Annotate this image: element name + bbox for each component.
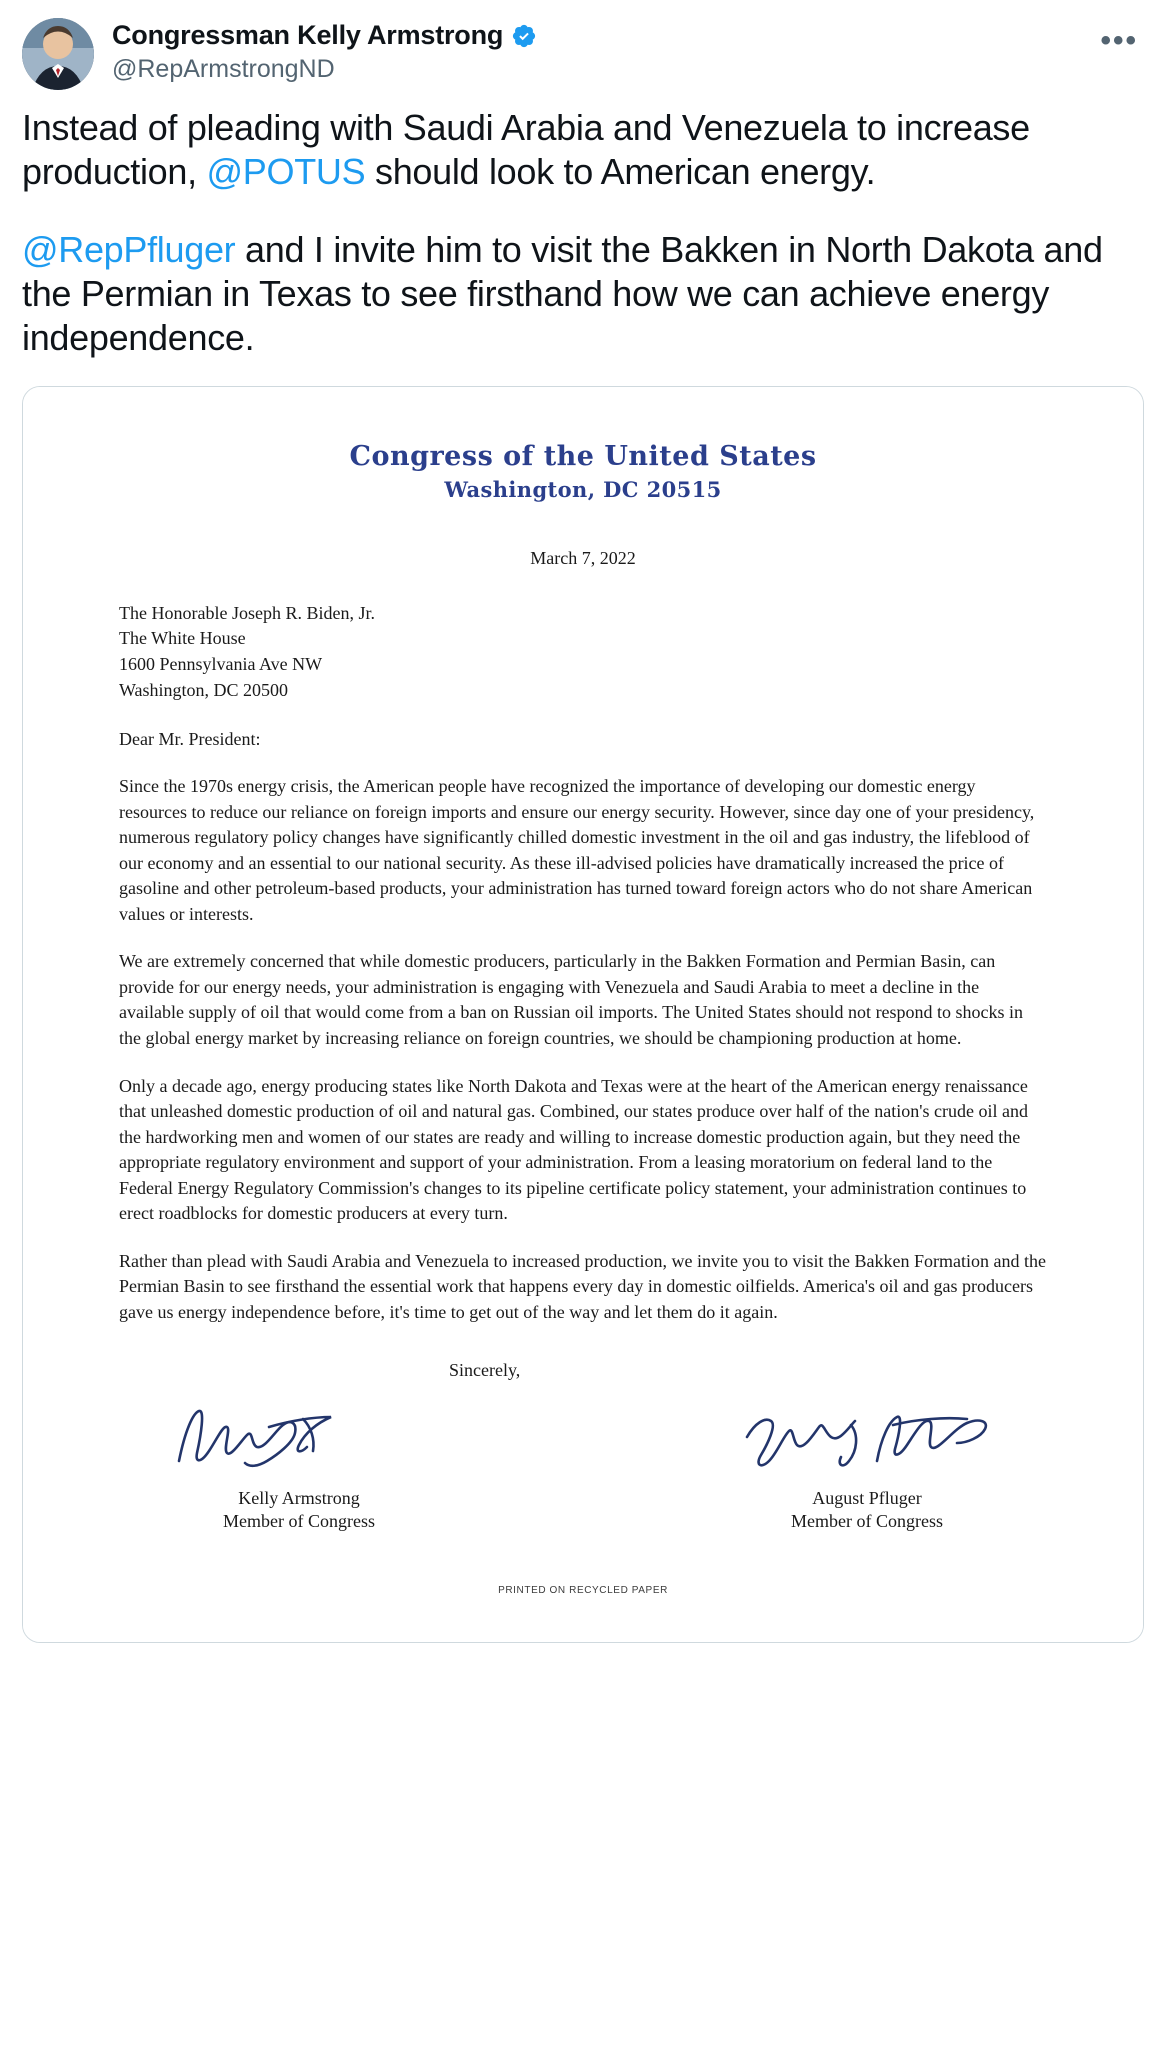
address-line: Washington, DC 20500 (119, 679, 289, 700)
signer-name: Kelly Armstrong (238, 1487, 360, 1508)
author-handle[interactable]: @RepArmstrongND (112, 55, 335, 84)
tweet-text-part3: and I invite him to visit the Bakken in North Dakota and the Permian in Texas to see firsthand how we can achieve energy independence. (22, 228, 1103, 358)
letter-paragraph: Only a decade ago, energy producing states like North Dakota and Texas were at the heart of the American energy renaissance that unleashed domestic production of oil and natural gas. Combined, our states produce over half of the nation's crude oil and the hardworking men and women of our states are ready and willing to increase domestic production again, but they need the appropriate regulatory environment and support of your administration. From a leasing moratorium on federal land to the Federal Energy Regulatory Commission's changes to its pipeline certificate policy statement, your administration continues to erect roadblocks for domestic producers at every turn. (119, 1075, 1028, 1224)
letterhead (119, 441, 1047, 502)
address-line: 1600 Pennsylvania Ave NW (119, 654, 323, 675)
attached-letter-card[interactable] (22, 386, 1144, 1644)
author-block (112, 18, 1100, 86)
paragraph-break (22, 194, 1144, 228)
avatar[interactable] (22, 18, 94, 90)
signer-title: Member of Congress (791, 1510, 943, 1531)
letter-address (119, 601, 1047, 703)
mention-reppfluger[interactable]: @RepPfluger (22, 228, 236, 270)
letter-closing: Sincerely, (449, 1359, 521, 1380)
tweet-header (0, 0, 1166, 90)
letter-paragraph: Since the 1970s energy crisis, the American people have recognized the importance of developing our domestic energy resources to reduce our reliance on foreign imports and ensure our energy security. However, since day one of your presidency, numerous regulatory policy changes have significantly chilled domestic investment in the oil and gas industry, the lifeblood of our economy and an essential to our national security. As these ill-advised policies have dramatically increased the price of gasoline and other petroleum-based products, your administration has turned toward foreign actors who do not share American values or interests. (119, 776, 1035, 924)
letter-paragraph: We are extremely concerned that while domestic producers, particularly in the Bakken Formation and Permian Basin, can provide for our energy needs, your administration is engaging with Venezuela and Saudi Arabia to meet a decline in the available supply of oil that would come from a ban on Russian oil imports. The United States should not respond to shocks in the global energy market by increasing reliance on foreign countries, we should be championing production at home. (119, 951, 1024, 1049)
verified-badge-icon (511, 23, 537, 49)
letter-footer: PRINTED ON RECYCLED PAPER (498, 1585, 668, 1597)
address-line: The Honorable Joseph R. Biden, Jr. (119, 602, 375, 623)
signature-block (717, 1391, 1017, 1534)
tweet-text (0, 90, 1166, 360)
letter-paragraph: Rather than plead with Saudi Arabia and Venezuela to increased production, we invite you to visit the Bakken Formation and the Permian Basin to see firsthand the essential work that happens every day in domestic oilfields. America's oil and gas producers gave us energy independence before, it's time to get out of the way and let them do it again. (119, 1250, 1046, 1322)
letter-date: March 7, 2022 (530, 547, 636, 568)
more-options-icon[interactable]: ••• (1100, 24, 1138, 57)
tweet-text-part2: should look to American energy. (365, 150, 876, 192)
letterhead-washington: Washington, DC 20515 (444, 476, 722, 502)
signature-row (119, 1391, 1047, 1534)
address-line: The White House (119, 628, 246, 649)
signature-armstrong-icon (149, 1391, 449, 1487)
signer-title: Member of Congress (223, 1510, 375, 1531)
mention-potus[interactable]: @POTUS (206, 150, 366, 192)
display-name[interactable]: Congressman Kelly Armstrong (112, 20, 504, 50)
letterhead-congress: Congress of the United States (349, 440, 817, 472)
signature-pfluger-icon (717, 1391, 1017, 1487)
signature-block (149, 1391, 449, 1534)
signer-name: August Pfluger (812, 1487, 922, 1508)
letter-sheet (23, 387, 1143, 1643)
tweet-text-part1: Instead of pleading with Saudi Arabia and Venezuela to increase production, (22, 107, 1030, 192)
letter-salutation: Dear Mr. President: (119, 729, 261, 750)
